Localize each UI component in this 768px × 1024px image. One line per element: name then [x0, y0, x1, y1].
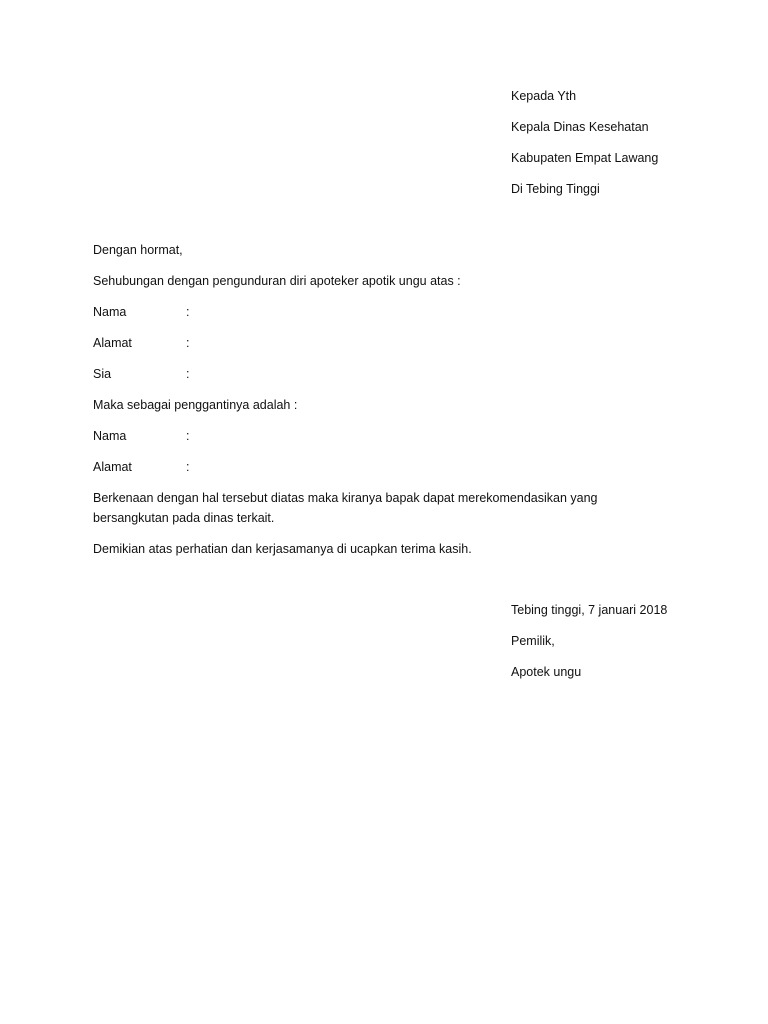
field-colon: : [186, 460, 190, 474]
request-line-2: bersangkutan pada dinas terkait. [93, 511, 275, 525]
field-label-alamat: Alamat [93, 336, 132, 350]
field-colon: : [186, 429, 190, 443]
field-label-alamat: Alamat [93, 460, 132, 474]
recipient-line-4: Di Tebing Tinggi [511, 182, 600, 196]
signature-place-date: Tebing tinggi, 7 januari 2018 [511, 603, 668, 617]
request-line-1: Berkenaan dengan hal tersebut diatas maka kiranya bapak dapat merekomendasikan yang [93, 491, 598, 505]
closing-text: Demikian atas perhatian dan kerjasamanya di ucapkan terima kasih. [93, 542, 472, 556]
recipient-line-2: Kepala Dinas Kesehatan [511, 120, 649, 134]
recipient-line-3: Kabupaten Empat Lawang [511, 151, 659, 165]
signature-role: Pemilik, [511, 634, 555, 648]
field-label-sia: Sia [93, 367, 112, 381]
greeting: Dengan hormat, [93, 243, 183, 257]
field-label-nama: Nama [93, 429, 127, 443]
replacement-intro: Maka sebagai penggantinya adalah : [93, 398, 298, 412]
field-colon: : [186, 367, 190, 381]
intro-text: Sehubungan dengan pengunduran diri apoteker apotik ungu atas : [93, 274, 461, 288]
signature-name: Apotek ungu [511, 665, 582, 679]
field-label-nama: Nama [93, 305, 127, 319]
recipient-line-1: Kepada Yth [511, 89, 577, 103]
field-colon: : [186, 305, 190, 319]
field-colon: : [186, 336, 190, 350]
